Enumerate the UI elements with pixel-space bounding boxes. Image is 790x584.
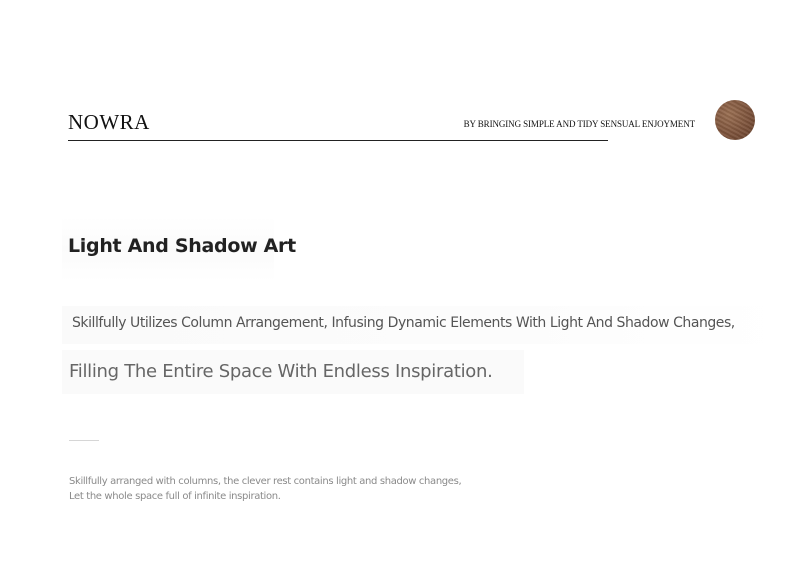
page-title: Light And Shadow Art [68, 235, 296, 257]
body-line-1: Skillfully arranged with columns, the clever rest contains light and shadow changes, [69, 476, 462, 487]
wood-texture-circle-icon [715, 100, 755, 140]
header [68, 100, 758, 144]
body-paragraph [69, 474, 509, 504]
section-divider [69, 440, 99, 441]
header-tagline: BY BRINGING SIMPLE AND TIDY SENSUAL ENJOYMENT [463, 119, 695, 129]
header-divider [68, 140, 608, 141]
body-line-2: Let the whole space full of infinite inspiration. [69, 491, 281, 502]
subtitle-line-2: Filling The Entire Space With Endless Inspiration. [69, 361, 493, 382]
subtitle-line-1: Skillfully Utilizes Column Arrangement, Infusing Dynamic Elements With Light And Shadow Changes, [72, 315, 735, 331]
brand-logo: NOWRA [68, 110, 150, 134]
